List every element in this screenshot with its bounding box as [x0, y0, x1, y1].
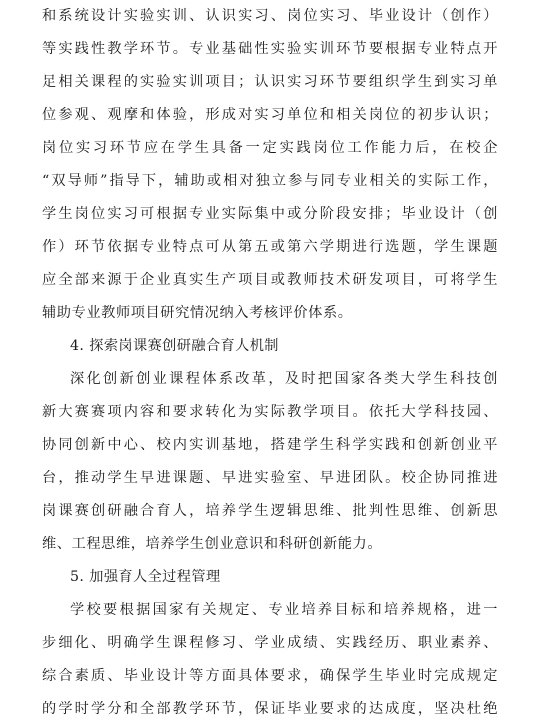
- section-heading-4: 4. 探索岗课赛创研融合育人机制: [70, 338, 279, 354]
- paragraph-1-line-9: 应全部来源于企业真实生产项目或教师技术研发项目，可将学生: [42, 272, 498, 288]
- section-heading-5: 5. 加强育人全过程管理: [70, 569, 221, 585]
- paragraph-1-line-7: 学生岗位实习可根据专业实际集中或分阶段安排；毕业设计（创: [42, 206, 498, 222]
- paragraph-2-line-4: 台，推动学生早进课题、早进实验室、早进团队。校企协同推进: [42, 470, 498, 486]
- paragraph-2-line-5: 岗课赛创研融合育人，培养学生逻辑思维、批判性思维、创新思: [42, 503, 498, 519]
- paragraph-2-line-1: 深化创新创业课程体系改革，及时把国家各类大学生科技创: [70, 371, 498, 387]
- paragraph-2-line-6: 维、工程思维，培养学生创业意识和科研创新能力。: [42, 536, 383, 552]
- paragraph-1-line-1: 和系统设计实验实训、认识实习、岗位实习、毕业设计（创作）: [42, 8, 498, 24]
- paragraph-3-line-1: 学校要根据国家有关规定、专业培养目标和培养规格，进一: [70, 602, 498, 618]
- paragraph-1-line-2: 等实践性教学环节。专业基础性实验实训环节要根据专业特点开: [42, 41, 498, 57]
- paragraph-3-line-3: 综合素质、毕业设计等方面具体要求，确保学生毕业时完成规定: [42, 668, 498, 684]
- paragraph-3-line-2: 步细化、明确学生课程修习、学业成绩、实践经历、职业素养、: [42, 635, 498, 651]
- paragraph-1-line-8: 作）环节依据专业特点可从第五或第六学期进行选题，学生课题: [42, 239, 498, 255]
- paragraph-2-line-2: 新大赛赛项内容和要求转化为实际教学项目。依托大学科技园、: [42, 404, 498, 420]
- paragraph-3-line-4: 的学时学分和全部教学环节，保证毕业要求的达成度，坚决杜绝: [42, 701, 498, 717]
- paragraph-1-line-6: “双导师”指导下，辅助或相对独立参与同专业相关的实际工作，: [42, 173, 498, 189]
- paragraph-1-line-5: 岗位实习环节应在学生具备一定实践岗位工作能力后，在校企: [42, 140, 498, 156]
- paragraph-2-line-3: 协同创新中心、校内实训基地，搭建学生科学实践和创新创业平: [42, 437, 498, 453]
- paragraph-1-line-3: 足相关课程的实验实训项目；认识实习环节要组织学生到实习单: [42, 74, 498, 90]
- paragraph-1-line-10: 辅助专业教师项目研究情况纳入考核评价体系。: [42, 305, 353, 321]
- paragraph-1-line-4: 位参观、观摩和体验，形成对实习单位和相关岗位的初步认识；: [42, 107, 498, 123]
